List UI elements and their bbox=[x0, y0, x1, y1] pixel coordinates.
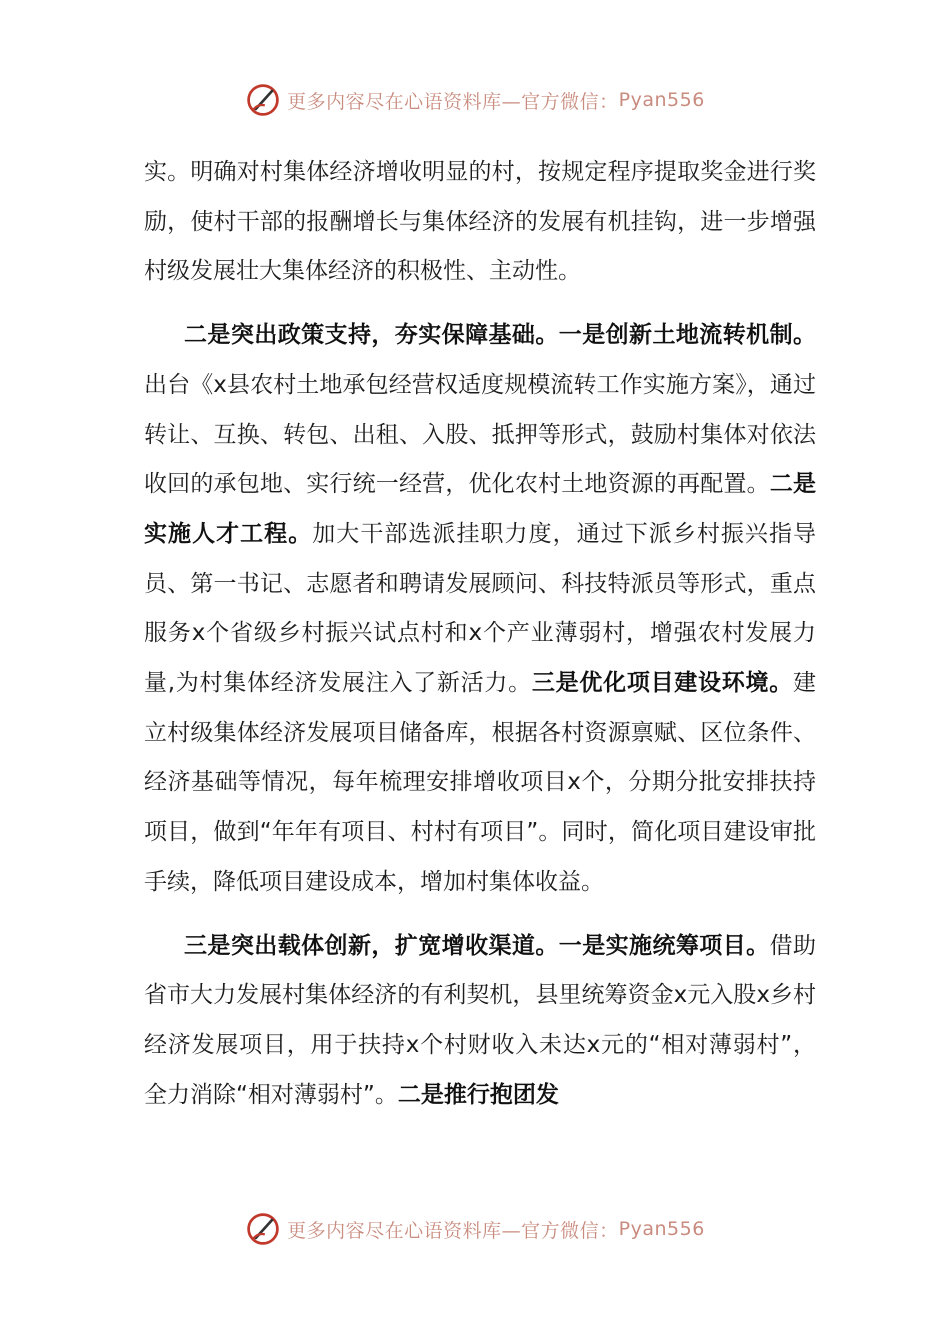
pen-logo-icon bbox=[245, 82, 281, 118]
paragraph-3 bbox=[144, 922, 816, 1121]
paragraph-2 bbox=[144, 311, 816, 907]
bold-heading: 三是突出载体创新，扩宽增收渠道。一是实施统筹项目。 bbox=[184, 932, 770, 959]
text-run: 加大干部选派挂职力度，通过下派乡村振兴指导员、第一书记、志愿者和聘请发展顾问、科技特派员等形式，重点服务x个省级乡村振兴试点村和x个产业薄弱村，增强农村发展力量,为村集体经济发展注入了新活力。 bbox=[144, 520, 817, 697]
header-watermark bbox=[0, 82, 950, 118]
watermark-text: 更多内容尽在心语资料库—官方微信： bbox=[287, 90, 619, 113]
bold-heading: 三是优化项目建设环境。 bbox=[531, 670, 794, 697]
watermark-id: Pyan556 bbox=[618, 1218, 705, 1240]
footer-watermark bbox=[0, 1211, 950, 1247]
text-run: 实。明确对村集体经济增收明显的村，按规定程序提取奖金进行奖励，使村干部的报酬增长与集体经济的发展有机挂钩，进一步增强村级发展壮大集体经济的积极性、主动性。 bbox=[144, 159, 816, 285]
bold-heading: 二是突出政策支持，夯实保障基础。一是创新土地流转机制。 bbox=[184, 322, 816, 349]
watermark-text: 更多内容尽在心语资料库—官方微信： bbox=[287, 1219, 619, 1242]
text-run: 出台《x县农村土地承包经营权适度规模流转工作实施方案》，通过转让、互换、转包、出租、入股、抵押等形式，鼓励村集体对依法收回的承包地、实行统一经营，优化农村土地资源的再配置。 bbox=[144, 371, 816, 498]
text-run: 借助省市大力发展村集体经济的有利契机，县里统筹资金x元入股x乡村经济发展项目，用于扶持x个村财收入未达x元的“相对薄弱村”，全力消除“相对薄弱村”。 bbox=[144, 932, 817, 1108]
pen-logo-icon bbox=[245, 1211, 281, 1247]
watermark-id: Pyan556 bbox=[618, 89, 705, 111]
document-body bbox=[144, 148, 816, 1120]
paragraph-1 bbox=[144, 148, 816, 297]
bold-heading: 二是推行抱团发 bbox=[397, 1081, 559, 1108]
text-run: 建立村级集体经济发展项目储备库，根据各村资源禀赋、区位条件、经济基础等情况，每年梳理安排增收项目x个，分期分批安排扶持项目，做到“年年有项目、村村有项目”。同时，简化项目建设审批手续，降低项目建设成本，增加村集体收益。 bbox=[144, 670, 817, 895]
bold-heading: 二是实施人才工程。 bbox=[144, 471, 817, 547]
